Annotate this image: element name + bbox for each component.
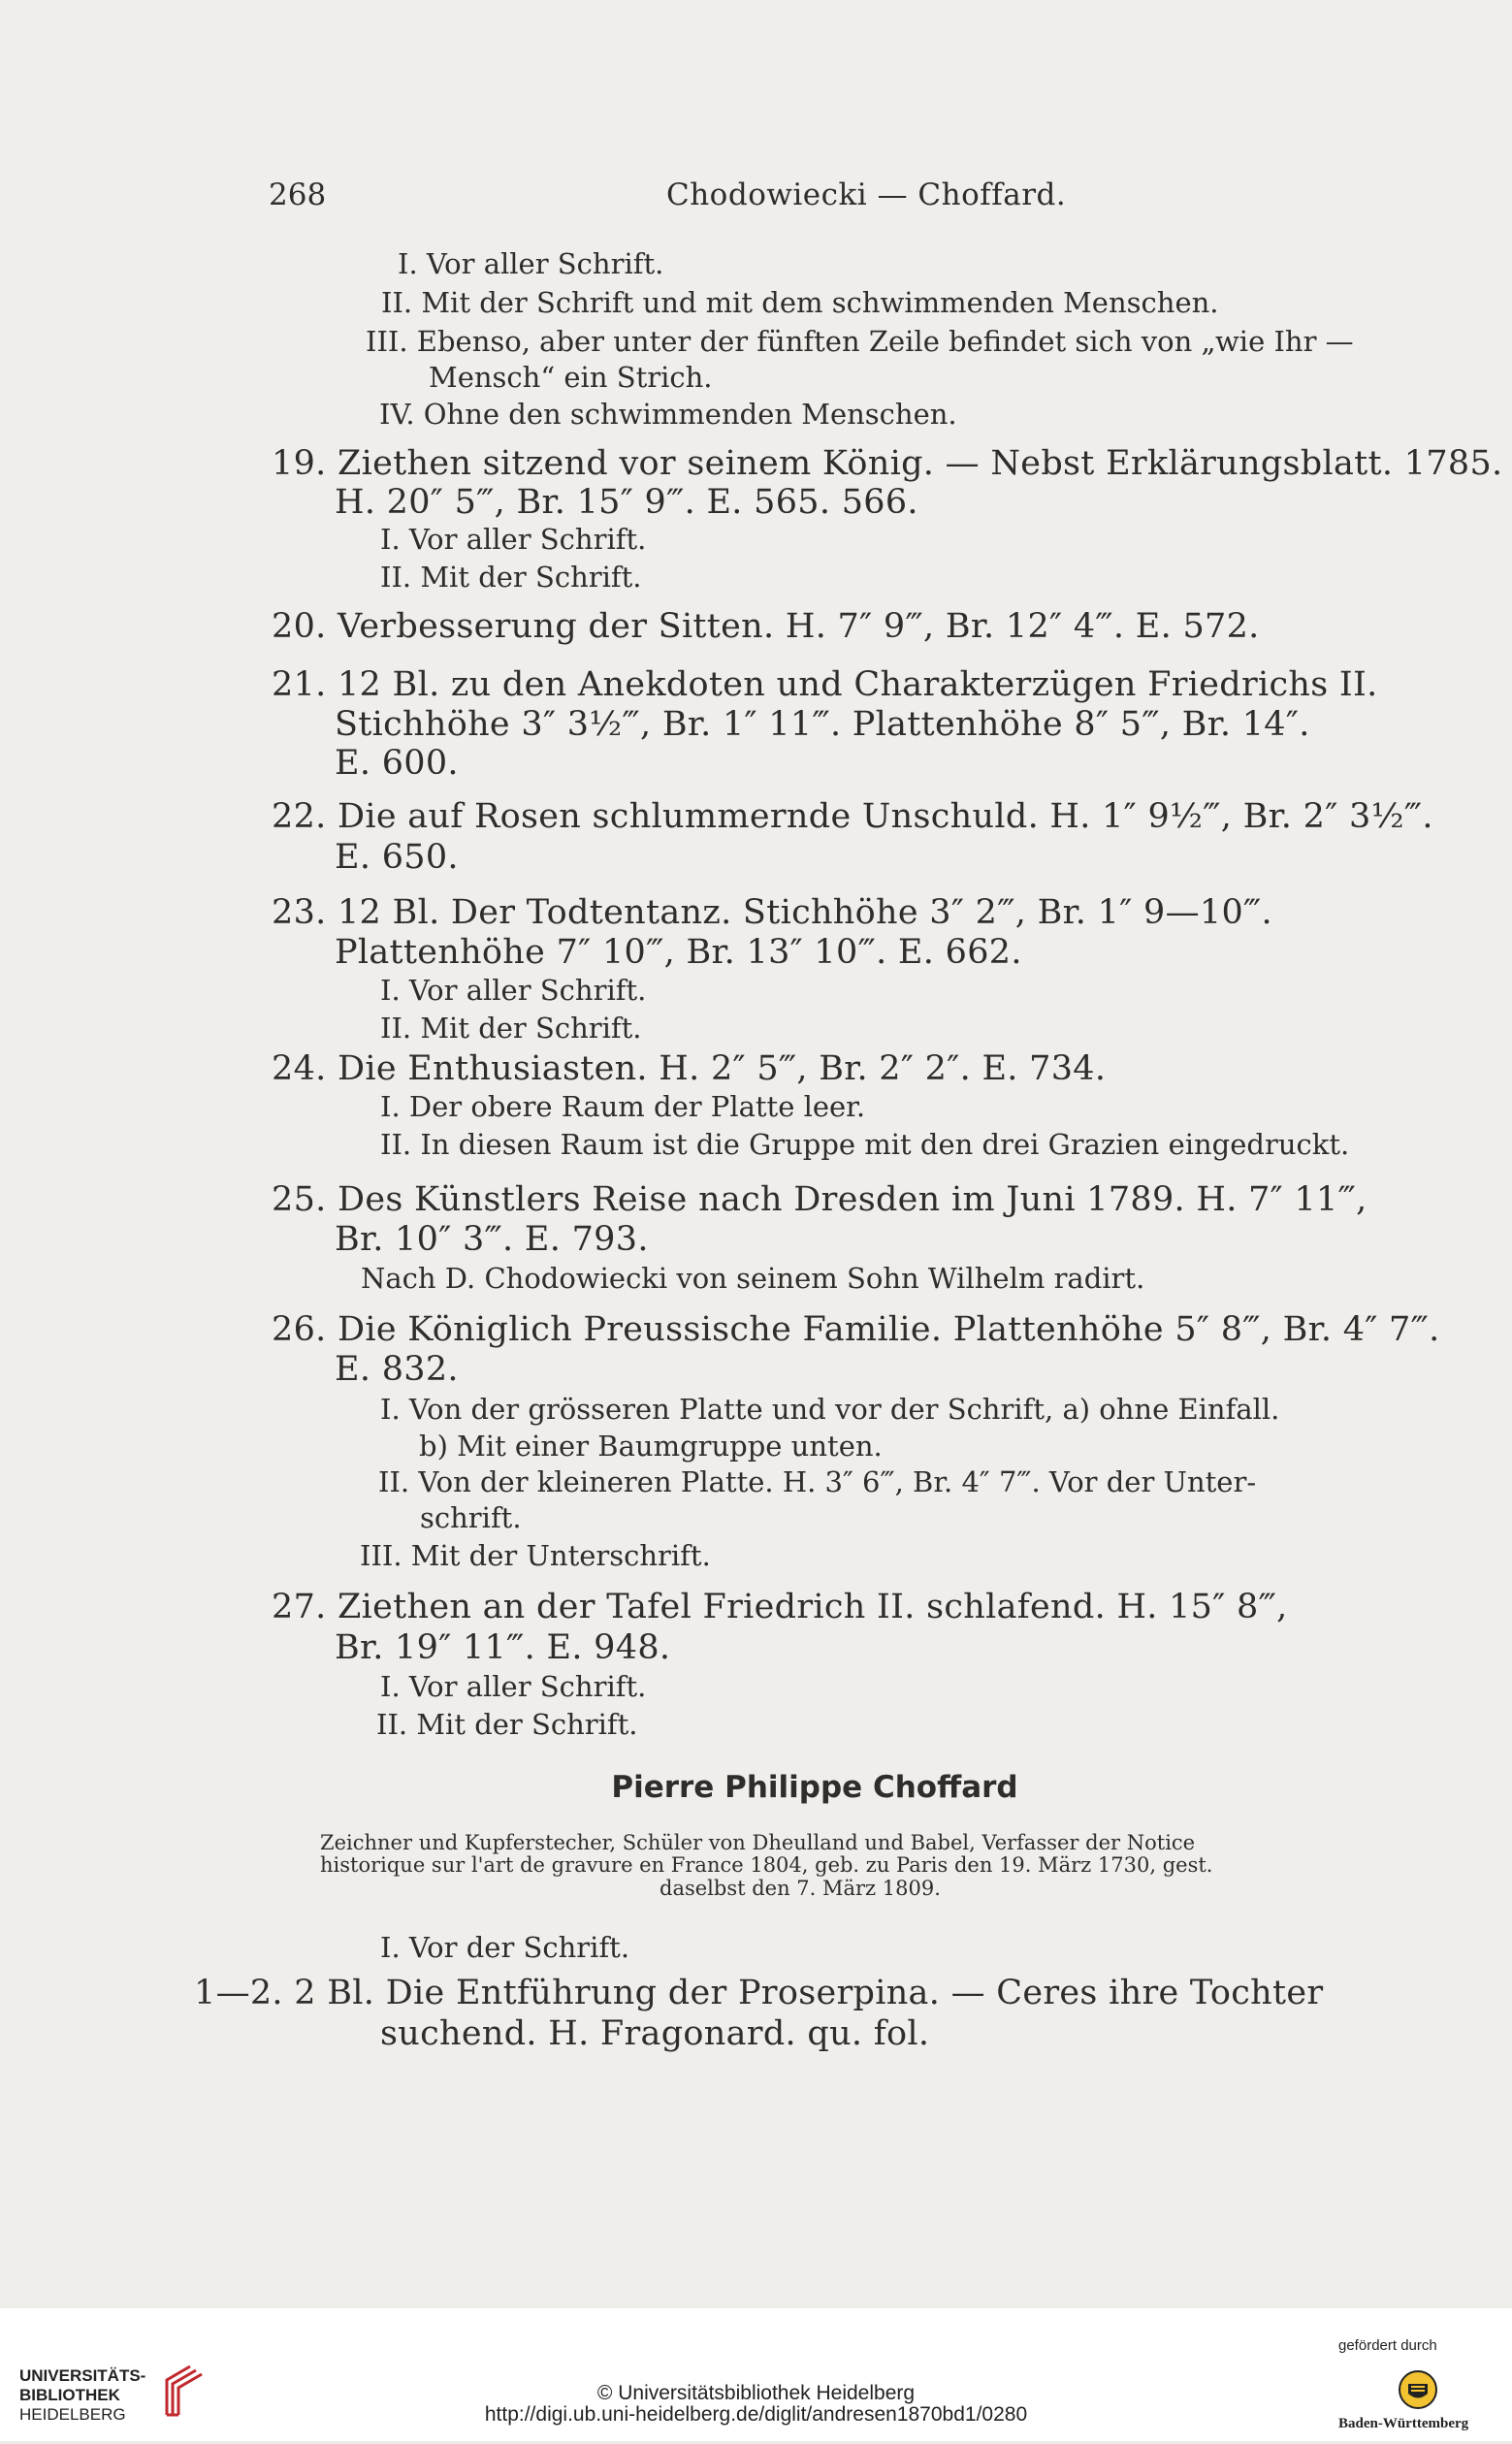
entry-line: 21. 12 Bl. zu den Anekdoten und Charakterzügen Friedrichs II.: [272, 665, 1378, 704]
entry-line: 22. Die auf Rosen schlummernde Unschuld. H. 1″ 9½‴, Br. 2″ 3½‴.: [272, 797, 1433, 836]
text-line: II. Mit der Schrift.: [376, 1708, 638, 1741]
text-line: III. Mit der Unterschrift.: [360, 1539, 711, 1572]
entry-line: Br. 10″ 3‴. E. 793.: [335, 1220, 649, 1259]
text-line: I. Vor der Schrift.: [380, 1931, 630, 1964]
page-number: 268: [269, 177, 327, 212]
copyright-notice: © Universitätsbibliothek Heidelberg: [596, 2382, 916, 2404]
text-line: III. Ebenso, aber unter der fünften Zeile befindet sich von „wie Ihr —: [366, 325, 1354, 358]
bio-line: historique sur l'art de gravure en France 1804, geb. zu Paris den 19. März 1730, gest.: [320, 1853, 1213, 1877]
text-line: II. In diesen Raum ist die Gruppe mit den drei Grazien eingedruckt.: [380, 1128, 1350, 1161]
entry-line: 23. 12 Bl. Der Todtentanz. Stichhöhe 3″ 2‴, Br. 1″ 9—10‴.: [272, 893, 1272, 932]
entry-line: Br. 19″ 11‴. E. 948.: [335, 1628, 671, 1667]
text-line: II. Mit der Schrift und mit dem schwimmenden Menschen.: [381, 286, 1219, 319]
entry-line: 20. Verbesserung der Sitten. H. 7″ 9‴, Br. 12″ 4‴. E. 572.: [272, 607, 1260, 646]
entry-line: E. 832.: [335, 1350, 459, 1389]
entry-line: suchend. H. Fragonard. qu. fol.: [380, 2014, 930, 2053]
entry-line: 19. Ziethen sitzend vor seinem König. — Nebst Erklärungsblatt. 1785.: [272, 444, 1503, 483]
text-line: I. Vor aller Schrift.: [398, 247, 664, 280]
footer-bar: [0, 2308, 1512, 2441]
text-line: I. Der obere Raum der Platte leer.: [380, 1090, 866, 1123]
text-line: Mensch“ ein Strich.: [429, 361, 713, 394]
entry-line: 26. Die Königlich Preussische Familie. Plattenhöhe 5″ 8‴, Br. 4″ 7‴.: [272, 1310, 1440, 1349]
entry-line: 27. Ziethen an der Tafel Friedrich II. schlafend. H. 15″ 8‴,: [272, 1588, 1288, 1626]
source-url[interactable]: http://digi.ub.uni-heidelberg.de/diglit/andresen1870bd1/0280: [484, 2403, 1028, 2426]
bio-line: daselbst den 7. März 1809.: [659, 1877, 941, 1900]
text-line: I. Von der grösseren Platte und vor der Schrift, a) ohne Einfall.: [380, 1393, 1280, 1426]
entry-line: 25. Des Künstlers Reise nach Dresden im Juni 1789. H. 7″ 11‴,: [272, 1180, 1367, 1219]
text-line: schrift.: [420, 1501, 522, 1534]
entry-line: 24. Die Enthusiasten. H. 2″ 5‴, Br. 2″ 2″. E. 734.: [272, 1049, 1107, 1088]
state-seal-icon: [1398, 2369, 1438, 2410]
text-line: I. Vor aller Schrift.: [380, 523, 647, 556]
entry-line: E. 650.: [335, 838, 459, 877]
running-title: Chodowiecki — Choffard.: [666, 177, 1067, 212]
entry-line: Plattenhöhe 7″ 10‴, Br. 13″ 10‴. E. 662.: [335, 933, 1022, 972]
text-line: b) Mit einer Baumgruppe unten.: [419, 1430, 883, 1463]
entry-line: Stichhöhe 3″ 3½‴, Br. 1″ 11‴. Plattenhöhe 8″ 5‴, Br. 14″.: [335, 705, 1310, 744]
funder-name: Baden-Württemberg: [1338, 2416, 1469, 2431]
text-line: II. Mit der Schrift.: [380, 1012, 642, 1045]
text-line: I. Vor aller Schrift.: [380, 1670, 647, 1703]
entry-line: 1—2. 2 Bl. Die Entführung der Proserpina. — Ceres ihre Tochter: [194, 1974, 1324, 2012]
text-line: II. Mit der Schrift.: [380, 561, 642, 594]
text-line: I. Vor aller Schrift.: [380, 974, 647, 1007]
entry-line: E. 600.: [335, 744, 459, 783]
section-heading: Pierre Philippe Choffard: [611, 1770, 1018, 1805]
page-header: [269, 177, 1355, 226]
funding-label: gefördert durch: [1338, 2337, 1437, 2354]
entry-line: H. 20″ 5‴, Br. 15″ 9‴. E. 565. 566.: [335, 483, 918, 522]
text-line: II. Von der kleineren Platte. H. 3″ 6‴, Br. 4″ 7‴. Vor der Unter-: [378, 1465, 1257, 1498]
text-line: IV. Ohne den schwimmenden Menschen.: [379, 398, 957, 431]
library-name: UNIVERSITÄTS- BIBLIOTHEK HEIDELBERG: [19, 2366, 146, 2424]
bio-line: Zeichner und Kupferstecher, Schüler von Dheulland und Babel, Verfasser der Notice: [320, 1831, 1196, 1854]
text-line: Nach D. Chodowiecki von seinem Sohn Wilhelm radirt.: [361, 1262, 1145, 1295]
